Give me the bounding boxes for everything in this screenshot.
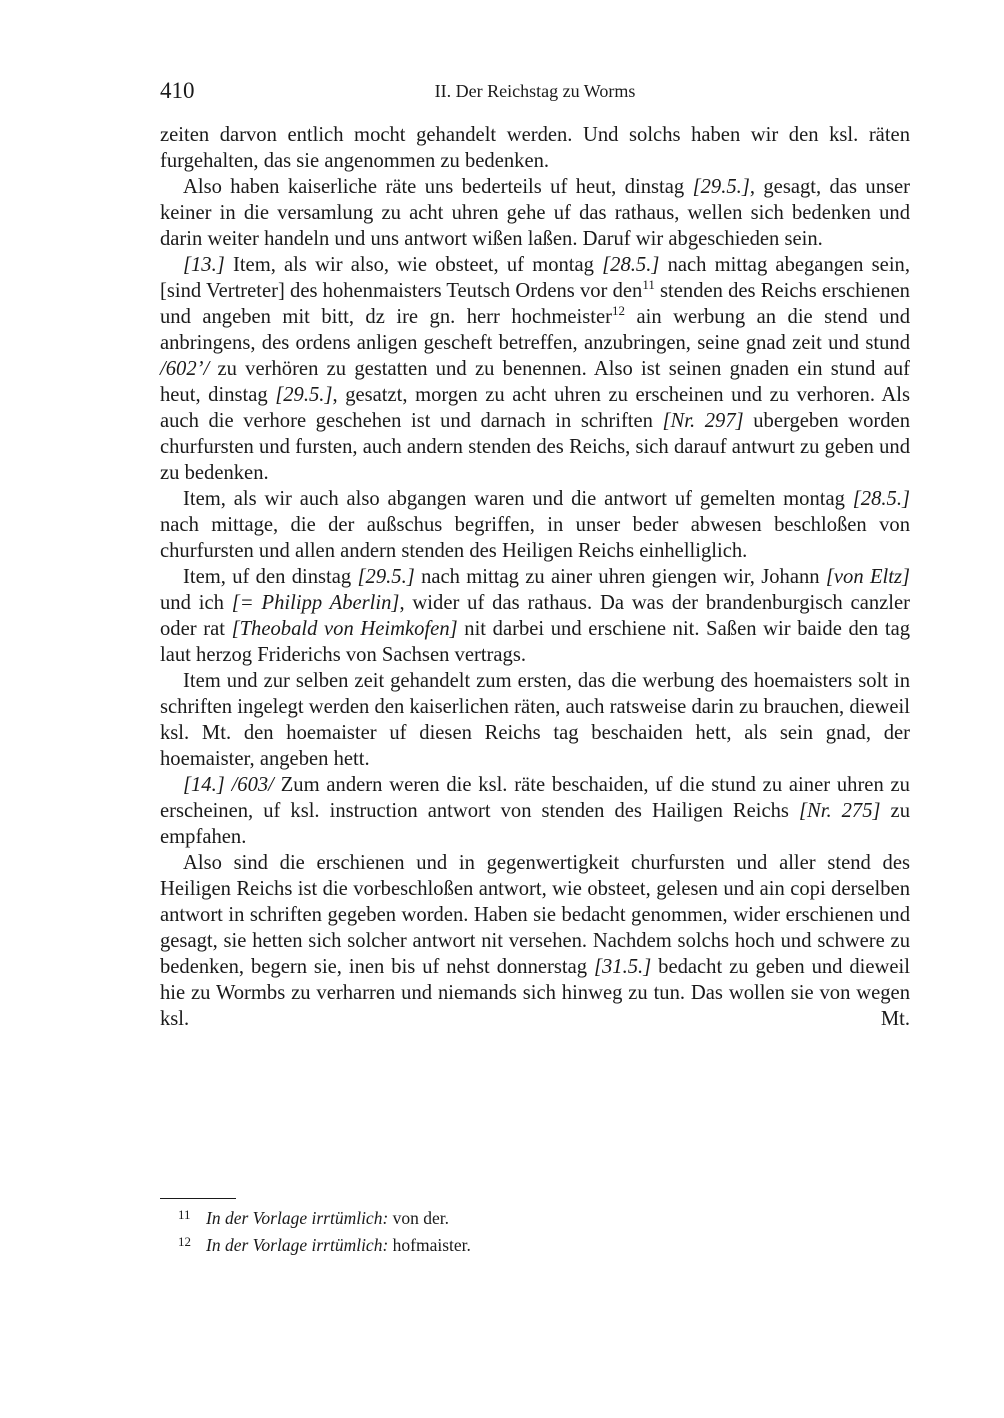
text-run: Also sind die erschienen und in gegenwertigkeit churfursten und aller stend des Heiligen Reichs ist die vorbeschloßen antwort, wie obsteet, gelesen und ain copi derselben antwort in schriften gegeben worden. Haben sie bedacht genommen, wider erschienen und gesagt, sie hetten sich solcher antwort nit versehen. Nachdem solchs hoch und schwere zu bedenken, begern sie, inen bis uf nehst donnerstag	[160, 852, 910, 978]
editorial-insert: [28.5.]	[602, 254, 660, 276]
page-number: 410	[160, 78, 195, 103]
editorial-insert: [13.]	[183, 254, 225, 276]
paragraph	[160, 252, 910, 486]
editorial-insert: [von Eltz]	[825, 566, 911, 588]
running-title: II. Der Reichstag zu Worms	[434, 81, 636, 101]
editorial-insert: [14.] /603/	[183, 774, 274, 796]
text-run: , gesatzt, morgen zu acht uhren zu erscheinen und zu verhoren. Als auch die verhore geschehen ist und darnach in schriften	[160, 384, 911, 432]
paragraph	[160, 850, 910, 1032]
text-run: bedacht zu geben und dieweil hie zu Wormbs zu verharren und niemands sich hinweg zu tun. Das wollen sie von wegen ksl. Mt.	[160, 956, 910, 1030]
footnote-number: 11	[178, 1207, 191, 1222]
footnote-label: In der Vorlage irrtümlich:	[206, 1235, 389, 1255]
footnote-11	[160, 1203, 910, 1230]
text-run: Item, als wir auch also abgangen waren und die antwort uf gemelten montag	[183, 488, 853, 510]
footnote-ref[interactable]: 11	[642, 277, 655, 292]
text-run: stenden des Reichs erschienen und angeben mit bitt, dz ire gn. herr hochmeister	[160, 280, 910, 328]
paragraph	[160, 486, 910, 564]
editorial-insert: [29.5.]	[357, 566, 415, 588]
editorial-insert: [= Philipp Aberlin]	[231, 592, 400, 614]
paragraph	[160, 174, 910, 252]
text-run: Item, uf den dinstag	[183, 566, 358, 588]
editorial-insert: [31.5.]	[594, 956, 652, 978]
text-run: ubergeben worden churfursten und fursten, auch andern stenden des Reichs, sich darauf antwurt zu geben und zu bedenken.	[160, 410, 910, 484]
text-run: Item, als wir also, wie obsteet, uf montag	[224, 254, 603, 276]
editorial-insert: [29.5.]	[275, 384, 333, 406]
text-run: Also haben kaiserliche räte uns bederteils uf heut, dinstag	[183, 176, 693, 198]
footnote-12	[160, 1230, 910, 1257]
footnote-rule	[160, 1198, 236, 1199]
footnote-ref[interactable]: 12	[612, 303, 626, 318]
footnote-label: In der Vorlage irrtümlich:	[206, 1208, 389, 1228]
editorial-insert: [Nr. 275]	[798, 800, 881, 822]
paragraph	[160, 668, 910, 772]
paragraph	[160, 122, 910, 174]
editorial-insert: [Nr. 297]	[662, 410, 744, 432]
footnote-number: 12	[178, 1234, 191, 1249]
text-run: nit darbei und erschiene nit. Saßen wir baide den tag laut herzog Friderichs von Sachsen vertrags.	[160, 618, 911, 666]
text-run: nach mittag abegangen sein, [sind Vertreter] des hohenmaisters Teutsch Ordens vor den	[160, 254, 910, 302]
text-run: , wider uf das rathaus. Da was der brandenburgisch canzler oder rat	[160, 592, 911, 640]
page-header	[160, 78, 910, 108]
text-run: , gesagt, das unser keiner in die versamlung zu acht uhren gehe uf das rathaus, wellen sich bedenken und darin weiter handeln und uns antwort wißen laßen. Daruf wir abgeschieden sein.	[160, 176, 911, 250]
text-run: zeiten darvon entlich mocht gehandelt werden. Und solchs haben wir den ksl. räten furgehalten, das sie angenommen zu bedenken.	[160, 124, 910, 172]
paragraph	[160, 564, 910, 668]
text-run: Item und zur selben zeit gehandelt zum ersten, das die werbung des hoemaisters solt in schriften ingelegt werden den kaiserlichen räten, auch ratsweise darin zu brauchen, dieweil ksl. Mt. den hoemaister uf diesen Reichs tag beschaiden hett, als sein gnad, der hoemaister, angeben hett.	[160, 670, 910, 770]
editorial-insert: [Theobald von Heimkofen]	[231, 618, 458, 640]
text-run: nach mittage, die der außschus begriffen, in unser beder abwesen beschloßen von churfursten und allen andern stenden des Heiligen Reichs einhelliglich.	[160, 514, 910, 562]
footnote-text: von der.	[388, 1208, 450, 1228]
text-run: Zum andern weren die ksl. räte beschaiden, uf die stund zu ainer uhren zu erscheinen, uf ksl. instruction antwort von stenden des Hailigen Reichs	[160, 774, 910, 822]
paragraph	[160, 772, 910, 850]
footnotes	[160, 1198, 910, 1257]
footnote-text: hofmaister.	[388, 1235, 471, 1255]
text-run: zu verhören zu gestatten und zu benennen. Also ist seinen gnaden ein stund auf heut, dinstag	[160, 358, 910, 406]
text-run: ain werbung an die stend und anbringens, des ordens anligen gescheft betreffen, anzubringen, seine gnad zeit und stund	[160, 306, 910, 354]
text-run: zu empfahen.	[160, 800, 910, 848]
editorial-insert: [28.5.]	[852, 488, 910, 510]
editorial-insert: /602’/	[160, 358, 210, 380]
text-run: und ich	[160, 592, 232, 614]
main-text	[160, 122, 910, 1032]
editorial-insert: [29.5.]	[692, 176, 750, 198]
text-run: nach mittag zu ainer uhren giengen wir, Johann	[414, 566, 826, 588]
